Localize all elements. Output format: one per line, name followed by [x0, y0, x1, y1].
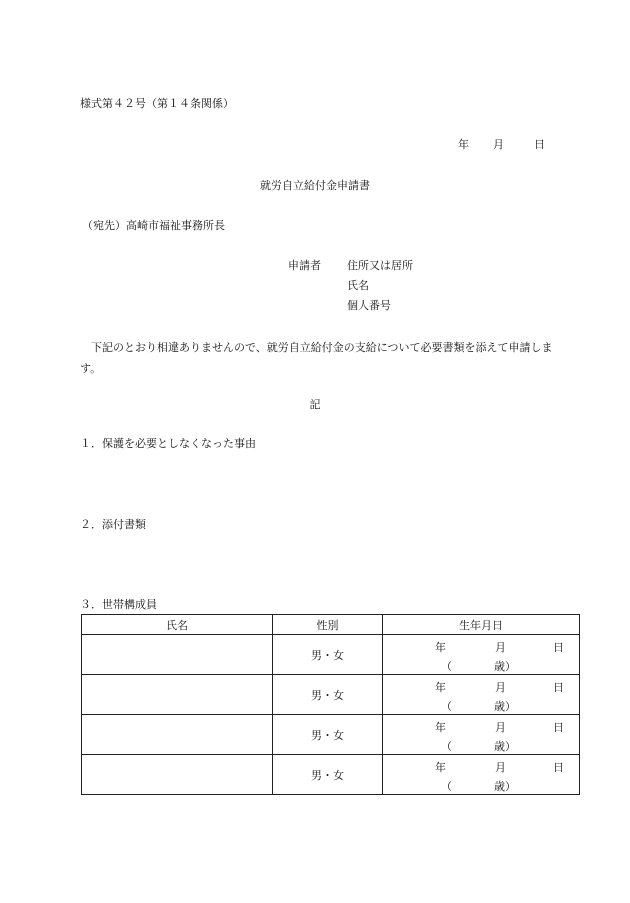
dob-day-label: 日 [553, 721, 564, 734]
member-sex-cell[interactable]: 男・女 [273, 675, 383, 715]
table-row [82, 675, 580, 715]
individual-number-label: 個人番号 [347, 299, 391, 312]
dob-day-label: 日 [553, 761, 564, 774]
dob-month-label: 月 [495, 761, 506, 774]
application-statement: 下記のとおり相違ありませんので、就労自立給付金の支給について必要書類を添えて申請します。 [80, 341, 553, 375]
dob-month-label: 月 [495, 721, 506, 734]
age-open-paren: （ [441, 740, 452, 753]
section-household-members: ３．世帯構成員 [80, 598, 157, 611]
age-label: 歳） [494, 740, 516, 753]
member-name-cell[interactable] [82, 675, 273, 715]
section-reason: １．保護を必要としなくなった事由 [80, 437, 256, 450]
header-dob: 生年月日 [383, 615, 580, 635]
name-label: 氏名 [347, 279, 369, 292]
date-line [458, 138, 545, 152]
table-header-row [82, 615, 580, 635]
age-open-paren: （ [441, 700, 452, 713]
dob-year-label: 年 [435, 681, 446, 694]
section-attachments: ２．添付書類 [80, 518, 146, 531]
recipient: （宛先）高崎市福祉事務所長 [82, 219, 225, 232]
dob-month-label: 月 [495, 641, 506, 654]
member-sex-cell[interactable]: 男・女 [273, 635, 383, 675]
date-year: 年 [458, 138, 469, 151]
dob-year-label: 年 [435, 641, 446, 654]
dob-year-label: 年 [435, 721, 446, 734]
dob-month-label: 月 [495, 681, 506, 694]
applicant-fields [347, 259, 413, 319]
member-sex-cell[interactable]: 男・女 [273, 715, 383, 755]
dob-day-label: 日 [553, 641, 564, 654]
table-row [82, 715, 580, 755]
household-members-table [81, 614, 580, 795]
form-number: 様式第４２号（第１４条関係） [80, 97, 234, 110]
member-dob-cell[interactable] [383, 715, 580, 755]
page-title: 就労自立給付金申請書 [260, 179, 370, 192]
member-sex-cell[interactable]: 男・女 [273, 755, 383, 795]
date-month: 月 [493, 138, 504, 151]
dob-day-label: 日 [553, 681, 564, 694]
address-label: 住所又は居所 [347, 259, 413, 272]
table-row [82, 755, 580, 795]
member-dob-cell[interactable] [383, 675, 580, 715]
dob-year-label: 年 [435, 761, 446, 774]
age-open-paren: （ [441, 660, 452, 673]
age-open-paren: （ [441, 780, 452, 793]
member-name-cell[interactable] [82, 635, 273, 675]
ki-heading: 記 [309, 398, 321, 411]
table-row [82, 635, 580, 675]
age-label: 歳） [494, 700, 516, 713]
member-name-cell[interactable] [82, 755, 273, 795]
date-day: 日 [534, 138, 545, 151]
age-label: 歳） [494, 660, 516, 673]
member-name-cell[interactable] [82, 715, 273, 755]
member-dob-cell[interactable] [383, 635, 580, 675]
member-dob-cell[interactable] [383, 755, 580, 795]
header-sex: 性別 [273, 615, 383, 635]
applicant-label: 申請者 [288, 259, 321, 272]
header-name: 氏名 [82, 615, 273, 635]
age-label: 歳） [494, 780, 516, 793]
